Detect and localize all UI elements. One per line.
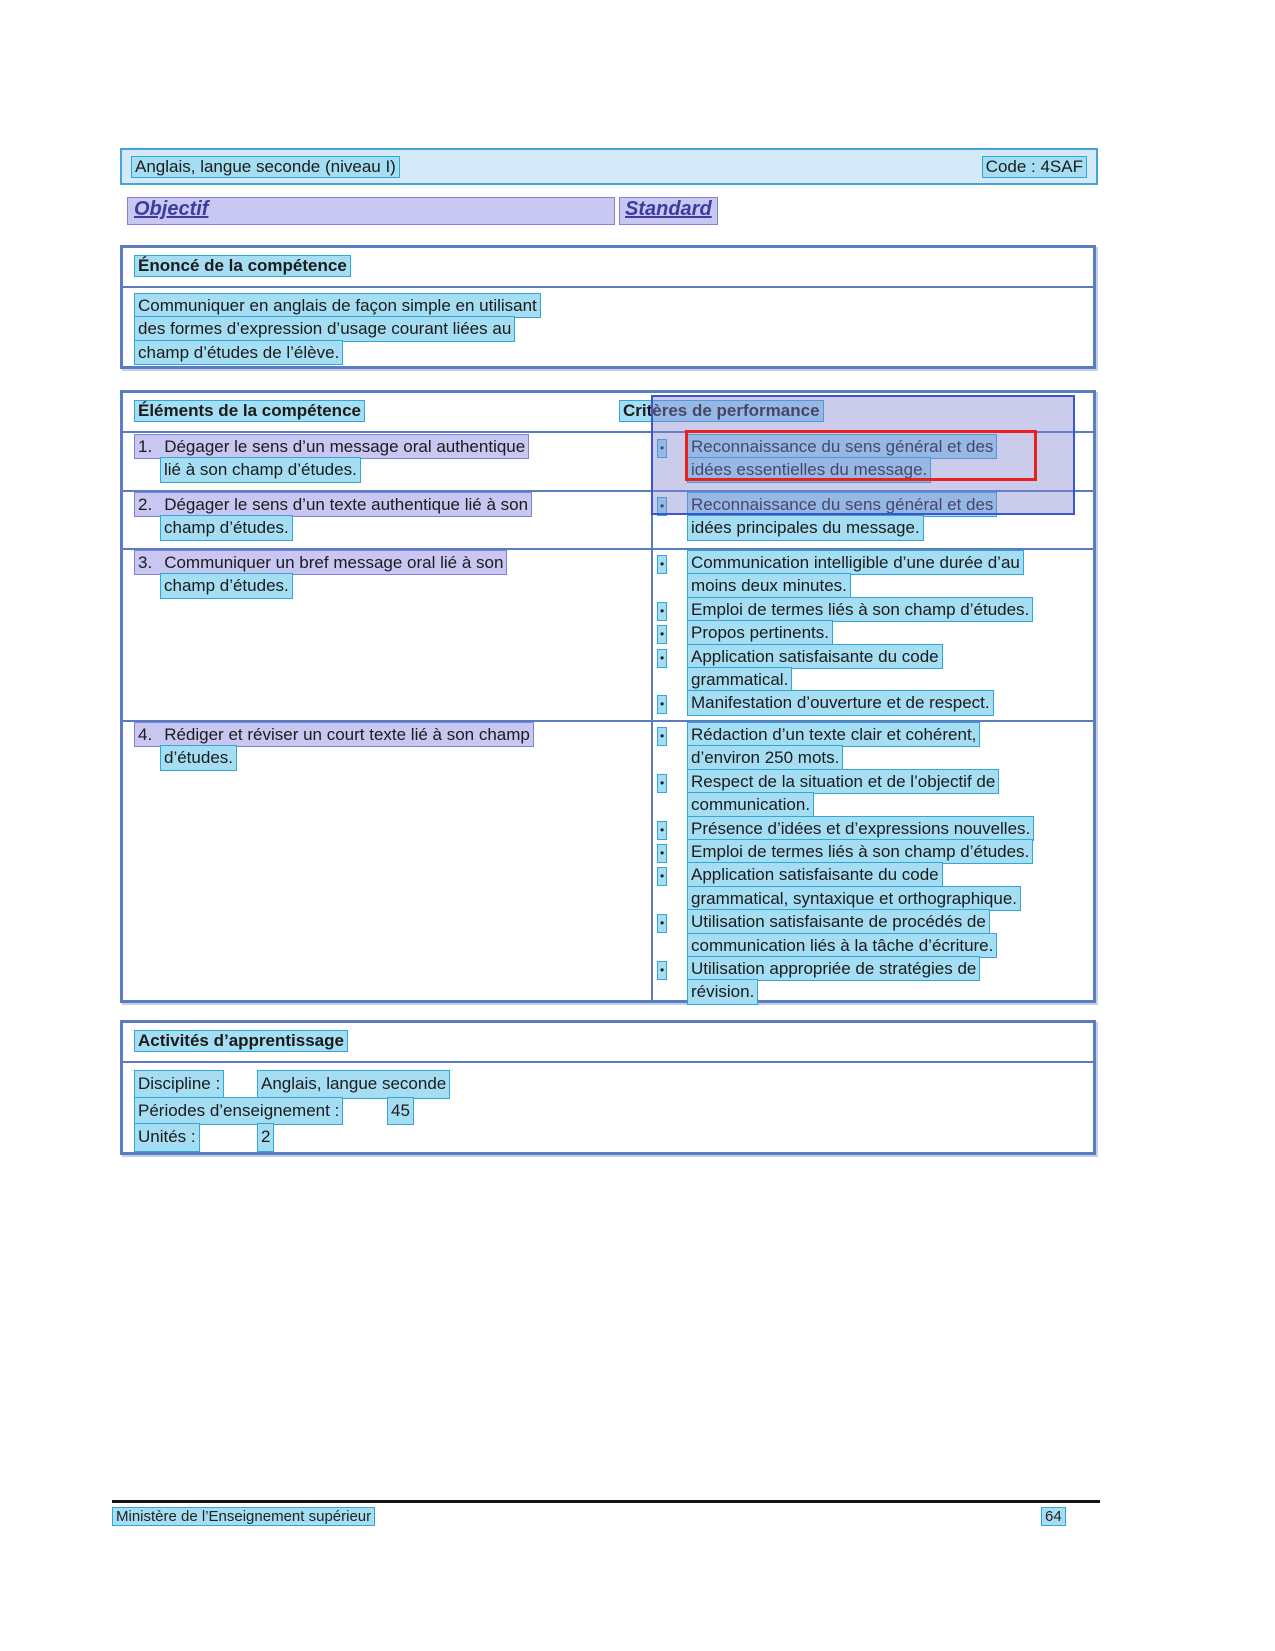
criterion-line: Rédaction d’un texte clair et cohérent, bbox=[688, 723, 979, 746]
row-divider bbox=[123, 548, 1093, 550]
element-line bbox=[135, 551, 506, 574]
element-item-3 bbox=[135, 551, 640, 598]
column-divider bbox=[651, 431, 653, 1000]
criterion-line: Utilisation appropriée de stratégies de bbox=[688, 957, 979, 980]
row-label: Périodes d’enseignement : bbox=[135, 1098, 342, 1125]
activites-header bbox=[135, 1031, 347, 1051]
footer-rule bbox=[112, 1500, 1100, 1503]
element-item-2 bbox=[135, 493, 640, 540]
row-value: Anglais, langue seconde bbox=[258, 1071, 449, 1098]
criterion bbox=[658, 770, 1093, 817]
criterion-lines bbox=[688, 621, 832, 644]
criterion-lines bbox=[688, 817, 1033, 840]
divider bbox=[123, 431, 1093, 433]
criterion bbox=[658, 863, 1093, 910]
row-value: 45 bbox=[388, 1098, 413, 1125]
bullet-icon: • bbox=[660, 603, 665, 618]
activites-row-discipline bbox=[135, 1071, 447, 1098]
bullet-icon: • bbox=[660, 869, 665, 884]
criterion-line: Reconnaissance du sens général et des bbox=[688, 435, 996, 458]
footer-ministry-text: Ministère de l’Enseignement supérieur bbox=[113, 1508, 374, 1525]
bullet-icon: • bbox=[660, 916, 665, 931]
element-line bbox=[135, 493, 531, 516]
criterion bbox=[658, 621, 1093, 644]
col2-header-text: Critères de performance bbox=[620, 401, 823, 421]
section-heading-row bbox=[128, 198, 1103, 226]
criterion bbox=[658, 493, 1093, 540]
criterion-line: moins deux minutes. bbox=[688, 574, 850, 597]
element-line: lié à son champ d’études. bbox=[161, 458, 360, 481]
criterion bbox=[658, 910, 1093, 957]
enonce-box bbox=[120, 245, 1096, 369]
criterion-lines bbox=[688, 957, 979, 1004]
criterion-line: idées principales du message. bbox=[688, 516, 923, 539]
criterion-line: Propos pertinents. bbox=[688, 621, 832, 644]
criterion-lines bbox=[688, 598, 1032, 621]
col1-header-text: Éléments de la compétence bbox=[135, 401, 364, 421]
enonce-header bbox=[135, 256, 350, 276]
criterion-line: communication. bbox=[688, 793, 813, 816]
footer-ministry bbox=[113, 1508, 374, 1525]
bullet-icon: • bbox=[660, 697, 665, 712]
course-code-bar bbox=[120, 148, 1098, 185]
element-line: champ d’études. bbox=[161, 574, 292, 597]
text-line: Communiquer en anglais de façon simple en utilisant bbox=[135, 294, 540, 317]
element-line bbox=[135, 723, 533, 746]
element-text: Dégager le sens d’un message oral authentique bbox=[164, 437, 526, 456]
col1-header bbox=[135, 401, 364, 421]
element-line: d’études. bbox=[161, 746, 236, 769]
criterion-line: Reconnaissance du sens général et des bbox=[688, 493, 996, 516]
bullet-icon: • bbox=[660, 557, 665, 571]
criterion bbox=[658, 957, 1093, 1004]
row-label: Discipline : bbox=[135, 1071, 223, 1098]
criteria-row-4 bbox=[658, 723, 1093, 1004]
criterion-line: Emploi de termes liés à son champ d’études. bbox=[688, 840, 1032, 863]
activites-row-unites bbox=[135, 1124, 342, 1151]
footer-page-number bbox=[1042, 1508, 1065, 1525]
bullet-icon: • bbox=[660, 775, 665, 790]
criterion-line: Application satisfaisante du code bbox=[688, 645, 942, 668]
criterion-lines bbox=[688, 910, 996, 957]
row-label: Unités : bbox=[135, 1124, 199, 1151]
criterion-line: d’environ 250 mots. bbox=[688, 746, 842, 769]
item-number: 3. bbox=[138, 553, 153, 572]
criterion bbox=[658, 817, 1093, 840]
course-code: Code : 4SAF bbox=[983, 157, 1086, 177]
criterion-line: idées essentielles du message. bbox=[688, 458, 930, 481]
criterion bbox=[658, 691, 1093, 714]
footer-page-text: 64 bbox=[1042, 1508, 1065, 1525]
criterion-lines bbox=[688, 723, 979, 770]
criterion-lines bbox=[688, 493, 996, 540]
element-item-4 bbox=[135, 723, 640, 770]
criteria-row-3 bbox=[658, 551, 1093, 715]
divider bbox=[123, 286, 1093, 288]
criterion-line: Emploi de termes liés à son champ d’études. bbox=[688, 598, 1032, 621]
standard-heading: Standard bbox=[620, 198, 717, 224]
criteria-row-1 bbox=[658, 435, 1093, 482]
criterion-line: Respect de la situation et de l’objectif de bbox=[688, 770, 998, 793]
criterion-lines bbox=[688, 551, 1023, 598]
objectif-heading: Objectif bbox=[134, 198, 209, 220]
bullet-icon: • bbox=[660, 822, 665, 837]
text-line: champ d’études de l’élève. bbox=[135, 341, 342, 364]
element-item-1 bbox=[135, 435, 640, 482]
row-divider bbox=[123, 720, 1093, 722]
bullet-icon: • bbox=[660, 627, 665, 642]
competence-table bbox=[120, 390, 1096, 1003]
criterion bbox=[658, 598, 1093, 621]
criterion-line: grammatical. bbox=[688, 668, 791, 691]
criteria-row-2 bbox=[658, 493, 1093, 540]
element-line: champ d’études. bbox=[161, 516, 292, 539]
criterion-lines bbox=[688, 691, 993, 714]
criterion bbox=[658, 551, 1093, 598]
criterion bbox=[658, 840, 1093, 863]
criterion-lines bbox=[688, 840, 1032, 863]
activites-rows bbox=[135, 1071, 447, 1151]
row-divider bbox=[123, 490, 1093, 492]
bullet-icon: • bbox=[660, 729, 665, 743]
criterion-lines bbox=[688, 863, 1020, 910]
bullet-icon: • bbox=[660, 499, 665, 513]
activites-title: Activités d’apprentissage bbox=[135, 1031, 347, 1051]
criterion-lines bbox=[688, 435, 996, 482]
enonce-title: Énoncé de la compétence bbox=[135, 256, 350, 276]
criterion-line: Utilisation satisfaisante de procédés de bbox=[688, 910, 989, 933]
criterion-lines bbox=[688, 770, 998, 817]
element-line bbox=[135, 435, 528, 458]
criterion-line: grammatical, syntaxique et orthographique. bbox=[688, 887, 1020, 910]
bullet-icon: • bbox=[660, 441, 665, 455]
element-text: Communiquer un bref message oral lié à son bbox=[164, 553, 504, 572]
criterion-line: Application satisfaisante du code bbox=[688, 863, 942, 886]
item-number: 1. bbox=[138, 437, 153, 456]
criterion bbox=[658, 645, 1093, 692]
bullet-icon: • bbox=[660, 846, 665, 861]
criterion bbox=[658, 435, 1093, 482]
row-value: 2 bbox=[258, 1124, 273, 1151]
bullet-icon: • bbox=[660, 650, 665, 665]
criterion-line: Communication intelligible d’une durée d’au bbox=[688, 551, 1023, 574]
text-line: des formes d’expression d’usage courant liées au bbox=[135, 317, 514, 340]
item-number: 2. bbox=[138, 495, 153, 514]
divider bbox=[123, 1061, 1093, 1063]
activites-row-periodes bbox=[135, 1098, 410, 1125]
item-number: 4. bbox=[138, 725, 153, 744]
col2-header bbox=[620, 401, 823, 421]
enonce-body bbox=[135, 294, 540, 364]
activites-box bbox=[120, 1020, 1096, 1155]
element-text: Rédiger et réviser un court texte lié à son champ bbox=[164, 725, 530, 744]
criterion-lines bbox=[688, 645, 942, 692]
course-title: Anglais, langue seconde (niveau I) bbox=[132, 157, 399, 177]
bullet-icon: • bbox=[660, 963, 665, 978]
criterion-line: Présence d’idées et d’expressions nouvelles. bbox=[688, 817, 1033, 840]
criterion-line: communication liés à la tâche d’écriture. bbox=[688, 934, 996, 957]
criterion bbox=[658, 723, 1093, 770]
element-text: Dégager le sens d’un texte authentique lié à son bbox=[164, 495, 529, 514]
criterion-line: révision. bbox=[688, 980, 757, 1003]
objectif-heading-highlight bbox=[128, 198, 614, 224]
criterion-line: Manifestation d’ouverture et de respect. bbox=[688, 691, 993, 714]
